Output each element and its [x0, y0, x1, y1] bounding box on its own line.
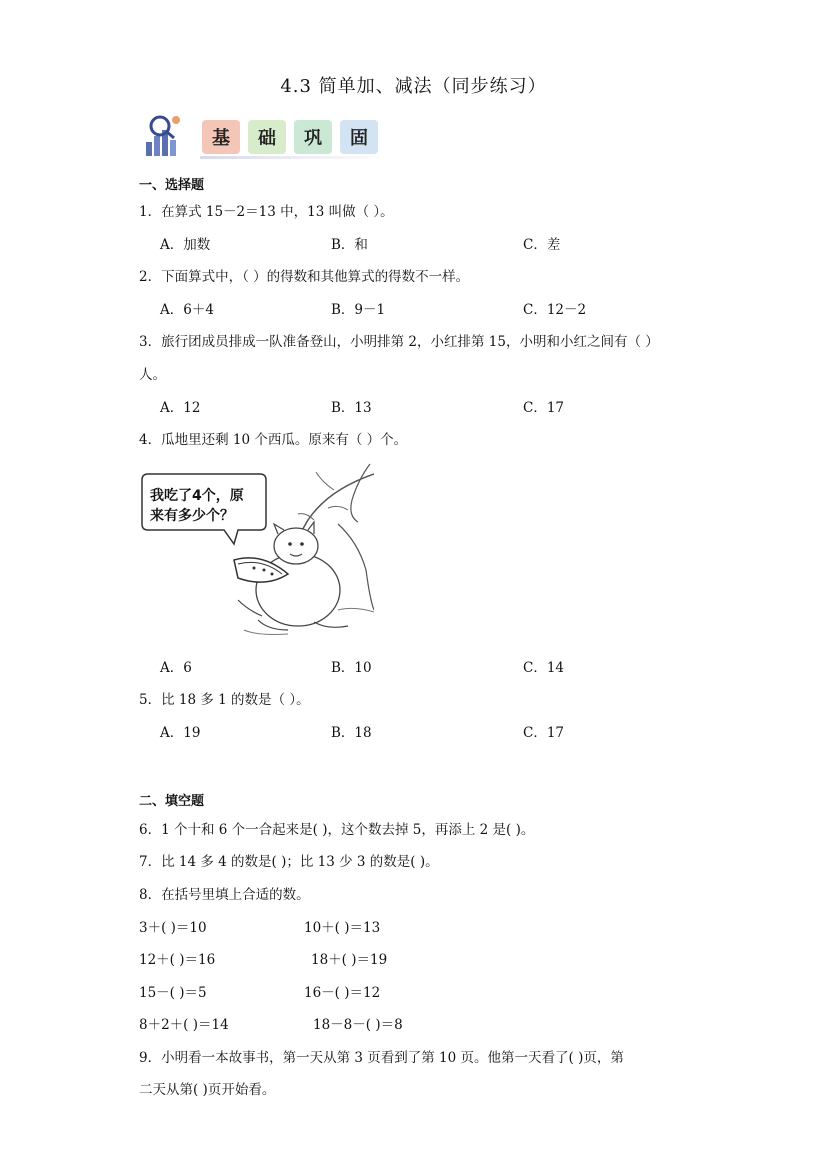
q1-option-a: A．加数	[160, 237, 211, 253]
q2-option-a: A．6＋4	[160, 302, 214, 318]
banner-char-3: 巩	[294, 120, 332, 154]
q8-row-2-left: 12＋( )＝16	[139, 952, 216, 968]
banner-char-4: 固	[340, 120, 378, 154]
banner-char-1: 基	[202, 120, 240, 154]
q3-option-a: A．12	[160, 400, 201, 416]
question-2: 2．下面算式中，（ ）的得数和其他算式的得数不一样。	[139, 269, 470, 285]
banner-char-2: 础	[248, 120, 286, 154]
q4-option-c: C．14	[523, 660, 565, 676]
question-4: 4．瓜地里还剩 10 个西瓜。原来有（ ）个。	[139, 432, 408, 448]
q8-row-4-left: 8＋2＋( )＝14	[139, 1017, 229, 1033]
page-title: 4.3 简单加、减法（同步练习）	[280, 76, 547, 97]
q2-option-b: B．9－1	[331, 302, 386, 318]
q8-row-4-right: 18－8－( )＝8	[313, 1017, 403, 1033]
speech-bubble-line-1: 我吃了4个，原	[150, 488, 244, 504]
q5-option-b: B．18	[331, 725, 372, 741]
question-3-line-1: 3．旅行团成员排成一队准备登山，小明排第 2，小红排第 15，小明和小红之间有（ ）	[139, 334, 659, 350]
q8-row-3-left: 15－( )＝5	[139, 985, 207, 1001]
question-7: 7．比 14 多 4 的数是( )；比 13 少 3 的数是( )。	[139, 854, 439, 870]
question-1: 1．在算式 15－2＝13 中，13 叫做（ ）。	[139, 204, 394, 220]
q2-option-c: C．12－2	[523, 302, 587, 318]
q4-option-a: A．6	[160, 660, 192, 676]
q8-row-1-left: 3＋( )＝10	[139, 920, 207, 936]
q3-option-c: C．17	[523, 400, 565, 416]
magnifier-chart-icon	[140, 112, 190, 160]
question-8: 8．在括号里填上合适的数。	[139, 887, 310, 903]
question-3-line-2: 人。	[139, 367, 166, 383]
q8-row-2-right: 18＋( )＝19	[311, 952, 388, 968]
q4-option-b: B．10	[331, 660, 372, 676]
section-heading-fill: 二、填空题	[139, 794, 205, 809]
speech-bubble-text	[150, 486, 244, 526]
q8-row-1-right: 10＋( )＝13	[304, 920, 381, 936]
q1-option-c: C．差	[523, 237, 561, 253]
speech-bubble-line-2: 来有多少个？	[150, 508, 234, 524]
q8-row-3-right: 16－( )＝12	[304, 985, 381, 1001]
section-banner	[140, 112, 390, 160]
q5-option-a: A．19	[160, 725, 201, 741]
question-9-line-2: 二天从第( )页开始看。	[139, 1082, 276, 1098]
question-6: 6．1 个十和 6 个一合起来是( )，这个数去掉 5，再添上 2 是( )。	[139, 822, 535, 838]
watermelon-illustration	[138, 460, 374, 640]
q5-option-c: C．17	[523, 725, 565, 741]
question-9-line-1: 9．小明看一本故事书，第一天从第 3 页看到了第 10 页。他第一天看了( )页，第	[139, 1050, 624, 1066]
q3-option-b: B．13	[331, 400, 372, 416]
question-5: 5．比 18 多 1 的数是（ ）。	[139, 692, 310, 708]
q1-option-b: B．和	[331, 237, 368, 253]
section-heading-choice: 一、选择题	[139, 178, 205, 193]
